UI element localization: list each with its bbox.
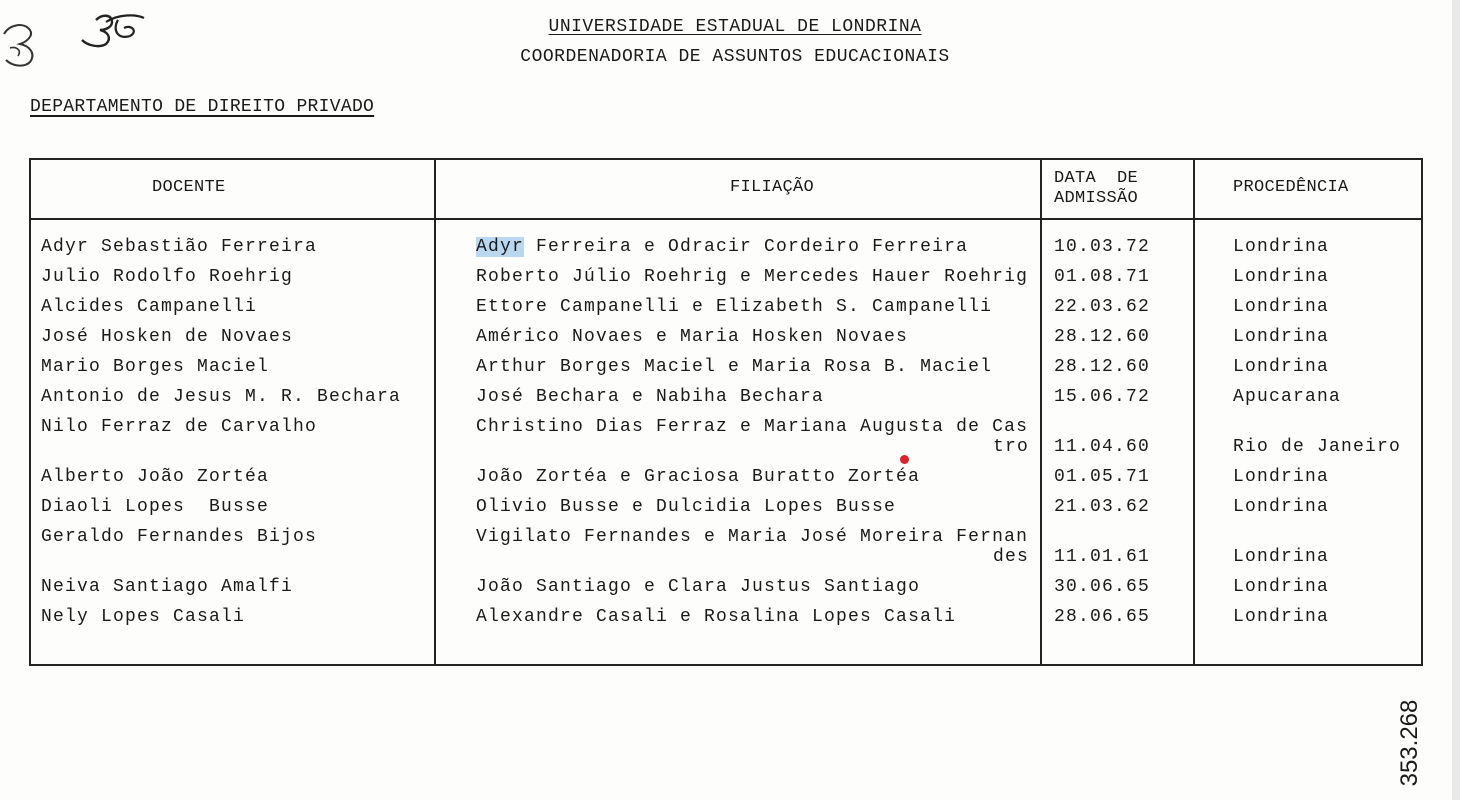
procedencia-cell: Londrina xyxy=(1233,547,1330,567)
handwritten-stamp-number: 353.268 xyxy=(1396,699,1423,787)
data-cell: 28.12.60 xyxy=(1054,327,1151,347)
page-edge xyxy=(1452,0,1460,800)
filiacao-cell: Américo Novaes e Maria Hosken Novaes xyxy=(476,327,909,347)
filiacao-cell-continuation: tro xyxy=(993,437,1030,457)
docente-cell: Neiva Santiago Amalfi xyxy=(41,577,294,597)
docente-cell: Antonio de Jesus M. R. Bechara xyxy=(41,387,402,407)
filiacao-cell: Christino Dias Ferraz e Mariana Augusta de Cas xyxy=(476,417,1029,437)
column-divider xyxy=(434,158,436,666)
column-divider xyxy=(1040,158,1042,666)
procedencia-cell: Londrina xyxy=(1233,467,1330,487)
docente-cell: Julio Rodolfo Roehrig xyxy=(41,267,294,287)
data-cell: 30.06.65 xyxy=(1054,577,1151,597)
header-data-line1: DATA DE xyxy=(1054,169,1139,188)
data-cell: 21.03.62 xyxy=(1054,497,1151,517)
filiacao-cell: José Bechara e Nabiha Bechara xyxy=(476,387,825,407)
procedencia-cell: Londrina xyxy=(1233,497,1330,517)
docente-cell: Mario Borges Maciel xyxy=(41,357,270,377)
docente-cell: Geraldo Fernandes Bijos xyxy=(41,527,318,547)
docente-cell: Nely Lopes Casali xyxy=(41,607,246,627)
filiacao-cell: Ettore Campanelli e Elizabeth S. Campanelli xyxy=(476,297,993,317)
data-cell: 01.05.71 xyxy=(1054,467,1151,487)
procedencia-cell: Apucarana xyxy=(1233,387,1342,407)
department-title: DEPARTAMENTO DE DIREITO PRIVADO xyxy=(30,97,375,117)
data-cell: 15.06.72 xyxy=(1054,387,1151,407)
procedencia-cell: Londrina xyxy=(1233,297,1330,317)
procedencia-cell: Londrina xyxy=(1233,237,1330,257)
header-data-line2: ADMISSÃO xyxy=(1054,189,1139,208)
procedencia-cell: Rio de Janeiro xyxy=(1233,437,1402,457)
office-title: COORDENADORIA DE ASSUNTOS EDUCACIONAIS xyxy=(520,47,950,67)
filiacao-cell: João Zortéa e Graciosa Buratto Zortéa xyxy=(476,467,921,487)
procedencia-cell: Londrina xyxy=(1233,607,1330,627)
filiacao-cell: Alexandre Casali e Rosalina Lopes Casali xyxy=(476,607,957,627)
filiacao-cell: Adyr Ferreira e Odracir Cordeiro Ferreira xyxy=(476,237,969,257)
docente-cell: Diaoli Lopes Busse xyxy=(41,497,270,517)
procedencia-cell: Londrina xyxy=(1233,327,1330,347)
docente-cell: Adyr Sebastião Ferreira xyxy=(41,237,318,257)
docente-cell: Alcides Campanelli xyxy=(41,297,258,317)
filiacao-cell-continuation: des xyxy=(993,547,1030,567)
data-cell: 11.04.60 xyxy=(1054,437,1151,457)
filiacao-cell: Vigilato Fernandes e Maria José Moreira Fernan xyxy=(476,527,1029,547)
header-filiacao: FILIAÇÃO xyxy=(730,178,815,197)
column-divider xyxy=(1193,158,1195,666)
data-cell: 10.03.72 xyxy=(1054,237,1151,257)
header-divider xyxy=(29,218,1423,220)
procedencia-cell: Londrina xyxy=(1233,577,1330,597)
data-cell: 01.08.71 xyxy=(1054,267,1151,287)
filiacao-cell: Roberto Júlio Roehrig e Mercedes Hauer Roehrig xyxy=(476,267,1029,287)
filiacao-cell: Arthur Borges Maciel e Maria Rosa B. Maciel xyxy=(476,357,993,377)
handwritten-note xyxy=(0,6,160,76)
filiacao-cell: João Santiago e Clara Justus Santiago xyxy=(476,577,921,597)
data-cell: 11.01.61 xyxy=(1054,547,1151,567)
procedencia-cell: Londrina xyxy=(1233,357,1330,377)
data-cell: 28.06.65 xyxy=(1054,607,1151,627)
header-procedencia: PROCEDÊNCIA xyxy=(1233,178,1349,197)
annotation-dot xyxy=(900,455,909,464)
docente-cell: Alberto João Zortéa xyxy=(41,467,270,487)
header-docente: DOCENTE xyxy=(152,178,226,197)
institution-title: UNIVERSIDADE ESTADUAL DE LONDRINA xyxy=(548,17,922,37)
data-cell: 28.12.60 xyxy=(1054,357,1151,377)
docente-cell: José Hosken de Novaes xyxy=(41,327,294,347)
docente-cell: Nilo Ferraz de Carvalho xyxy=(41,417,318,437)
data-cell: 22.03.62 xyxy=(1054,297,1151,317)
highlighted-word: Adyr xyxy=(476,237,525,257)
filiacao-cell: Olivio Busse e Dulcidia Lopes Busse xyxy=(476,497,897,517)
procedencia-cell: Londrina xyxy=(1233,267,1330,287)
